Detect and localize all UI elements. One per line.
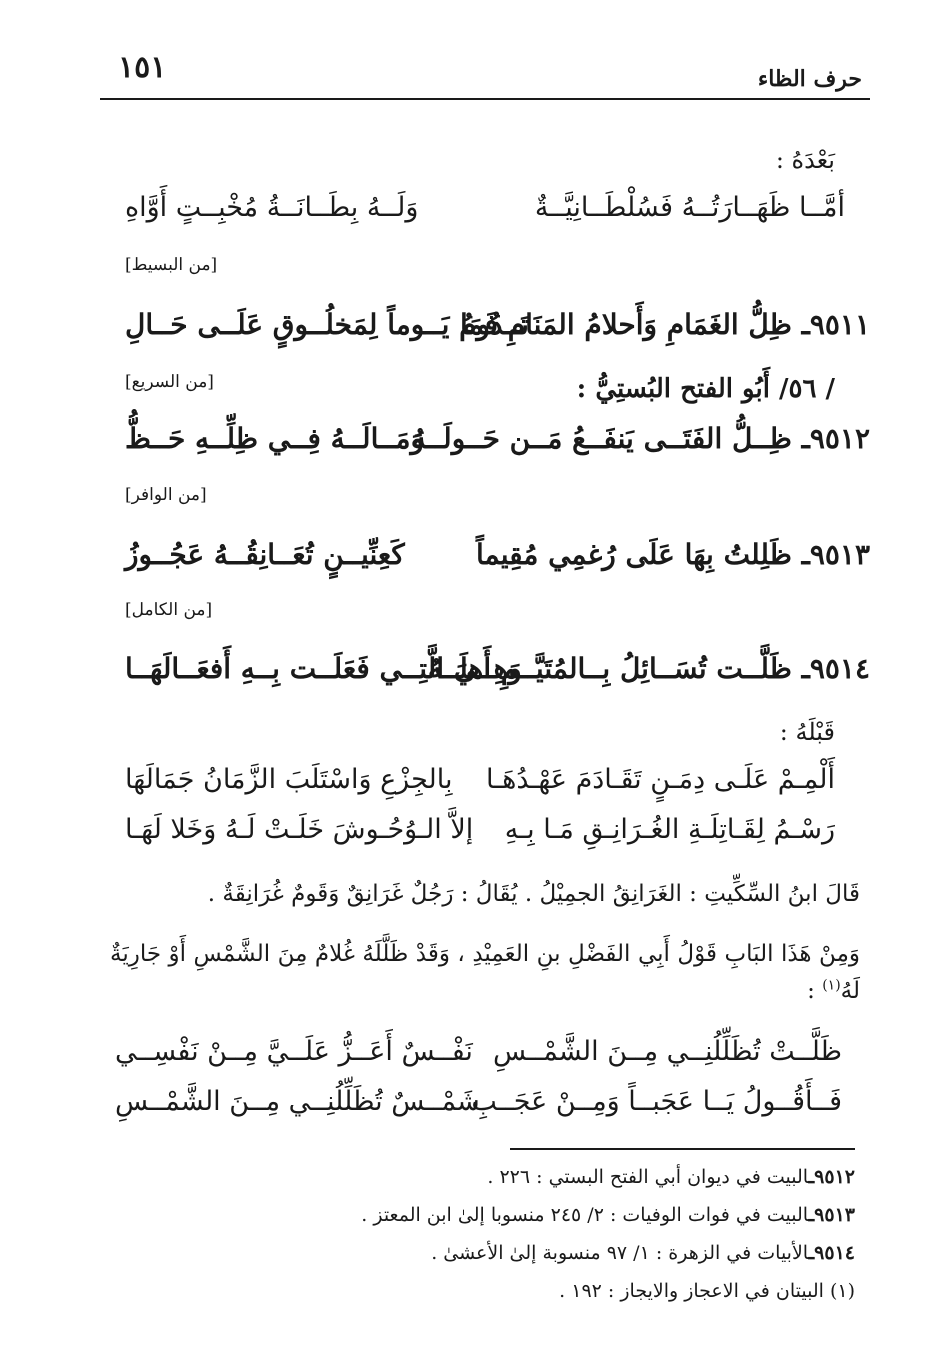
verse-3-second-hemistich: نَفْــسٌ أَعَــزُّ عَلَــيَّ مِــنْ نَفْسِــي: [115, 1036, 473, 1067]
verse-3-first-hemistich: ظَلَّــتْ تُظَلِّلُنِــي مِــنَ الشَّمْــسِ: [492, 1036, 842, 1067]
prose-ibn-sikkit: قَالَ ابنُ السِّكِّيتِ : الغَرَانِقُ الجمِيْلُ . يُقَالُ : رَجُلٌ غَرَانِقٌ وَقَومٌ غُرَانِقَةٌ .: [207, 881, 860, 907]
verse-4-first-hemistich: فَــأَقُــولُ يَــا عَجَبــاً وَمِــنْ عَجَــبِ: [471, 1086, 842, 1117]
prose-ibn-amid-text: وَمِنْ هَذَا البَابِ قَوْلُ أَبِي الفَضْلِ بنِ العَمِيْدِ ، وَقَدْ ظَلَّلَهُ غُلامٌ مِنَ الشَّمْسِ أَوْ جَارِيَةٌ لَهُ: [110, 941, 860, 1004]
footnote-key: ٩٥١٤ـ: [808, 1242, 855, 1264]
footnote-key: ٩٥١٣ـ: [808, 1204, 855, 1226]
verse-9514-second-hemistich: وَهِــيَ الَّتِــي فَعَلَــت بِــهِ أَفعَــالَهَــا: [125, 652, 522, 685]
verse-number-9514: ٩٥١٤ـ: [801, 652, 870, 685]
intro-before: قَبْلَهُ :: [779, 718, 835, 746]
meter-label-9514: [من الكامل]: [125, 600, 213, 620]
verse-0-first-hemistich: أمَّــا ظَهَــارَتُــهُ فَسُلْطَــانِيَّــةٌ: [534, 192, 845, 223]
footnote-text: البيت في فوات الوفيات : ٢/ ٢٤٥ منسوبا إلىٰ ابن المعتز .: [361, 1204, 809, 1226]
footnote-text: البيت في ديوان أبي الفتح البستي : ٢٢٦ .: [487, 1166, 809, 1188]
verse-number-9512: ٩٥١٢ـ: [801, 422, 870, 455]
verse-9511-text-a: ظِلُّ الغَمَامِ وَأَحلامُ المَنَامِ فَمَا: [459, 308, 792, 341]
intro-after: بَعْدَهُ :: [775, 146, 835, 174]
prose-ibn-amid: [110, 936, 860, 1010]
footnote-1: [559, 1280, 855, 1302]
poet-heading-56: / ٥٦/ أَبُو الفتح البُستِيُّ :: [576, 374, 835, 404]
verse-4-second-hemistich: شَمْــسٌ تُظَلِّلُنِــي مِــنَ الشَّمْــسِ: [115, 1086, 480, 1117]
verse-number-9513: ٩٥١٣ـ: [801, 538, 870, 571]
footnote-ref-1: (١): [822, 977, 841, 994]
verse-1-second-hemistich: بِالجِزْعِ وَاسْتَلَبَ الزَّمَانُ جَمَالَهَا: [125, 764, 453, 795]
verse-9511-second-hemistich: تَــدُومُ يَــوماً لِمَخلُــوقٍ عَلَــى حَــالِ: [125, 308, 529, 341]
footnote-rule: [510, 1148, 855, 1150]
page-number: ١٥١: [118, 50, 167, 85]
footnote-9512: [487, 1166, 855, 1188]
verse-9512-first-hemistich: [412, 422, 870, 455]
verse-number-9511: ٩٥١١ـ: [801, 308, 870, 341]
verse-2-first-hemistich: رَسْـمُ لِقَـاتِلَـةِ الغُـرَانِـقِ مَـا بِـهِ: [504, 814, 835, 845]
verse-0-second-hemistich: وَلَــهُ بِطَــانَــةُ مُخْبِــتٍ أَوَّاهِ: [125, 192, 419, 223]
footnote-key: ٩٥١٢ـ: [808, 1166, 855, 1188]
footnote-9514: [431, 1242, 855, 1264]
verse-9512-second-hemistich: وَمَــالَــهُ فِــي ظِلِّــهِ حَــظُّ: [125, 422, 425, 455]
footnote-9513: [361, 1204, 855, 1226]
verse-9512-text-a: ظِــلُّ الفَتَــى يَنفَــعُ مَــن حَــولَــهُ: [411, 422, 792, 455]
verse-2-second-hemistich: إلاَّ الـوُحُـوشَ خَلَـتْ لَـهُ وَخَلا لَهَـا: [125, 814, 474, 845]
running-header: حرف الظاء: [757, 66, 862, 92]
meter-label-9513: [من الوافر]: [125, 485, 207, 505]
footnote-text: البيتان في الاعجاز والايجاز : ١٩٢ .: [559, 1280, 830, 1302]
verse-9514-text-a: ظَلَّــت تُسَــائِلُ بِــالمُتَيَّــمِ أَهلَــهُ: [427, 652, 792, 685]
meter-label-9512: [من السريع]: [125, 372, 214, 392]
meter-label-9511: [من البسيط]: [125, 255, 218, 275]
header-rule: [100, 98, 870, 100]
verse-9513-text-a: ظَلِلتُ بِهَا عَلَى رُغمِي مُقِيماً: [476, 538, 792, 571]
verse-9513-second-hemistich: كَعِنِّيــنٍ تُعَــانِقُــهُ عَجُــوزُ: [125, 538, 405, 571]
footnote-key: (١): [829, 1280, 855, 1302]
prose-ibn-amid-colon: :: [807, 977, 823, 1004]
verse-1-first-hemistich: أَلْمِـمْ عَلَـى دِمَـنٍ تَقَـادَمَ عَهْـدُهَـا: [485, 764, 835, 795]
verse-9513-first-hemistich: [476, 538, 870, 571]
footnote-text: الأبيات في الزهرة : ١/ ٩٧ منسوبة إلىٰ الأعشىٰ .: [431, 1242, 809, 1264]
